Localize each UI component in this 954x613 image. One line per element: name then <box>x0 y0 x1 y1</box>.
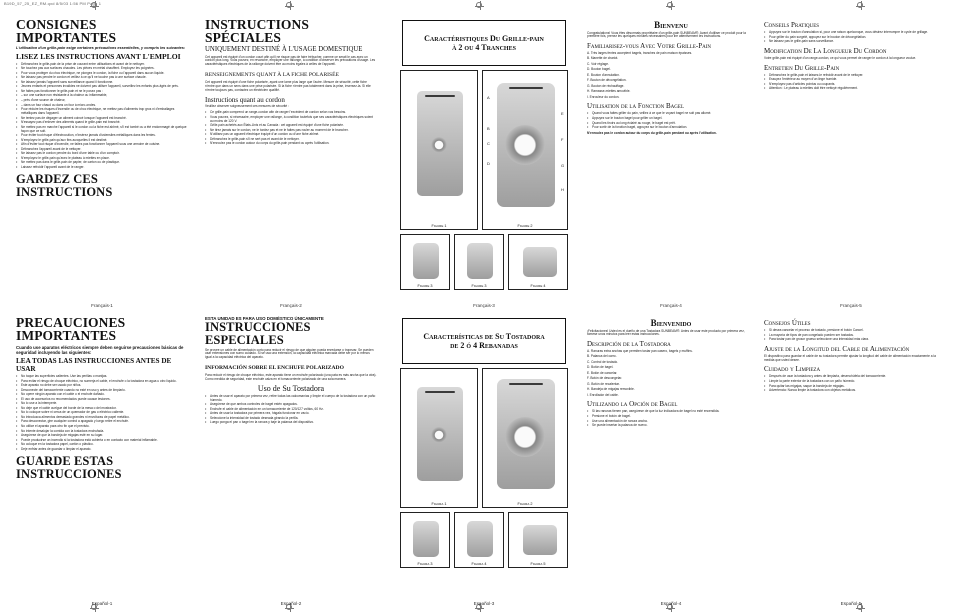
list-item: • Para evitar el riesgo de choque eléctrico, no sumerja el cable, el enchufe o la tostadora en agua u otro líquido. <box>16 380 188 384</box>
list-item: D. Botón de bagel. <box>587 365 614 370</box>
panel-special <box>205 8 377 608</box>
title-line: à 2 ou 4 Tranches <box>452 43 516 52</box>
figure-2: A B C D E F G H Figure 2 <box>482 70 568 230</box>
list-item: B. Palanca del carro. <box>587 354 617 359</box>
section-heading: Descripción de la Tostadora <box>587 340 671 349</box>
spanish-features-section <box>398 316 570 606</box>
list-item: • Ne faites pas fonctionner le grille-pain et ne le posez pas : <box>16 90 188 94</box>
list-item: • Appuyez sur le bouton bagel pour griller un bagel. <box>587 117 755 121</box>
section-heading: Utilisation de la Fonction Bagel <box>587 102 684 111</box>
figure-5 <box>508 512 568 568</box>
list-item: • Se puede insertar la palanca de nuevo. <box>587 424 755 428</box>
list-item: • No toque las superficies calientes. Use las perillas o manijas. <box>16 375 188 379</box>
save-heading: GUARDE ESTAS INSTRUCCIONES <box>16 453 122 481</box>
list-item: • – sur une surface non résistante à la chaleur ou inflammable, <box>16 94 188 98</box>
list-item: • No coloque en la tostadora papel, cartón o plástico. <box>16 443 188 447</box>
bullet-list <box>764 375 938 393</box>
save-heading: GARDEZ CES INSTRUCTIONS <box>16 171 113 199</box>
list-item: G. Bouton de réchauffage. <box>587 83 625 88</box>
figure-3 <box>400 234 450 290</box>
list-item: • Débranchez le grille-pain et laissez-le refroidir avant de le nettoyer. <box>764 74 938 78</box>
list-item: • Ne mettez pas dans le grille-pain de papier, de carton ou de plastique. <box>16 161 188 165</box>
section-heading: Ajuste de la Longitud del Cable de Alimentación <box>764 345 910 354</box>
list-item: • Essuyez l'extérieur au moyen d'un linge humide. <box>764 78 938 82</box>
feature-list <box>587 52 755 100</box>
section-heading: Instructions quant au cordon <box>205 95 285 104</box>
list-item: E. Bouton d'annulation. <box>587 72 620 77</box>
print-slug: B19D_57_25_EZ_RM.qxd 8/5/03 1:56 PM Page 1 <box>4 1 102 6</box>
list-item: H. Ramasse-miettes amovible. <box>587 89 631 94</box>
title-line: de 2 ó 4 Rebanadas <box>450 341 518 350</box>
list-item: • Para desconectar, gire cualquier control a apagado y luego retire el enchufe. <box>16 420 188 424</box>
list-item: • Laissez refroidir l'appareil avant de le ranger. <box>16 166 188 170</box>
page-title: PRECAUCIONES IMPORTANTES <box>16 316 126 343</box>
figure-caption: Figura 2 <box>517 502 533 506</box>
list-item: • – près d'une source de chaleur, <box>16 99 188 103</box>
figure-1 <box>400 70 478 230</box>
section-heading: Familiarisez-vous Avec Votre Grille-Pain <box>587 42 712 51</box>
list-item: • Attention : Le plateau à miettes doit être nettoyé régulièrement. <box>764 87 938 91</box>
french-features-section <box>398 18 570 308</box>
figure-caption: Figure 1 <box>431 224 447 228</box>
paragraph: Congratulations! Vous êtes désormais propriétaire d'un grille-pain SUNBEAM®. Avant d'utiliser ce produit pour la première fois, prenez les quelques minutes nécessaires pour lire attentivement les instructions. <box>587 30 746 39</box>
list-item: I. Enrollador del cable. <box>587 392 619 397</box>
list-item: F. Botón de descongelar. <box>587 376 623 381</box>
list-item: • Seleccione la intensidad de tostado deseada girando la perilla. <box>205 417 377 421</box>
bullet-list <box>205 395 377 426</box>
bullet-list <box>16 375 188 452</box>
list-item: • Deje enfriar antes de guardar o limpiar el aparato. <box>16 448 188 452</box>
panel-welcome <box>587 8 755 608</box>
list-item: • Ne touchez pas aux surfaces chaudes. Les pièces en métal chauffent. Employez les poignées. <box>16 67 188 71</box>
title-box <box>402 20 566 66</box>
list-item: • Ne tentez pas de dégager un aliment coincé lorsque l'appareil est branché. <box>16 117 188 121</box>
list-item: • Presione el botón de bagel. <box>587 415 755 419</box>
bullet-list <box>205 111 377 146</box>
list-item: • Débranchez l'appareil avant de le nettoyer. <box>16 148 188 152</box>
figure-caption: Figura 3 <box>417 562 433 566</box>
section-heading: LISEZ LES INSTRUCTIONS AVANT L'EMPLOI <box>16 51 181 61</box>
list-item: I. Enrouleur du cordon. <box>587 94 620 99</box>
list-item: • Si desea cancelar el proceso de tostado, presione el botón Cancel. <box>764 329 938 333</box>
list-item: G. Botón de recalentar. <box>587 381 620 386</box>
section-heading: UNIQUEMENT DESTINÉ À L'USAGE DOMESTIQUE <box>205 46 363 53</box>
figure-4 <box>508 234 568 290</box>
figure-caption: Figure 4 <box>530 284 546 288</box>
figure-2 <box>482 368 568 508</box>
paragraph: Veuillez observer soigneusement ces mesures de sécurité : <box>205 104 289 109</box>
list-item: • Vous pouvez, si nécessaire, employer une rallonge, à condition toutefois que ses caractéristiques électriques soient au moins de 120 V. <box>205 116 377 124</box>
figure-caption: Figura 4 <box>471 562 487 566</box>
list-item: • Ce grille-pain comprend un range-cordon afin de ranger l'excédent de cordon selon vos besoins. <box>205 111 377 115</box>
paragraph: El dispositivo para guardar el cable de su tostadora permite ajustar la longitud del cable de alimentación exactamente a la medida que usted desee. <box>764 353 936 362</box>
title-line: Caractéristiques Du Grille-pain <box>424 34 544 43</box>
list-item: A. Très larges fentes acceptent bagels, tranches de pain maison épaisses. <box>587 50 693 55</box>
bullet-list <box>587 410 755 428</box>
page-footer: Español-5 <box>840 601 862 606</box>
page-footer: Français-5 <box>840 303 862 308</box>
list-item: H. Bandeja de migajas removible. <box>587 387 635 392</box>
list-item: • Ne laissez jamais l'appareil sans surveillance quand il fonctionne. <box>16 81 188 85</box>
list-item: • Quand les tiroirs au long éclairé au rouge, le bagel est prêt. <box>587 122 755 126</box>
french-safety-section <box>16 18 188 308</box>
spanish-tips-section <box>764 316 938 606</box>
figure-caption: Figure 2 <box>517 224 533 228</box>
list-item: C. Control de tostado. <box>587 359 619 364</box>
section-heading: INFORMACIÓN SOBRE EL ENCHUFE POLARIZADO <box>205 365 344 372</box>
list-item: C. Voir réglage. <box>587 61 609 66</box>
page-footer: Español-3 <box>473 601 495 606</box>
paragraph: Se provee un cable de alimentación corto para reducir el riesgo de que alguien pueda enredarse o tropezar. Se pueden usar extensiones con sumo cuidado. Si se usa una extensión, la capacidad eléctrica marcada debe ser por lo menos igual a la capacidad eléctrica del aparato. <box>205 347 374 360</box>
list-item: • Pour vous protéger du choc électrique, ne plongez le cordon, la fiche ou l'appareil dans aucun liquide. <box>16 72 188 76</box>
list-item: • Antes de usar el aparato por primera vez, retire todas las calcomanías y limpie el cuerpo de la tostadora con un paño húmedo. <box>205 395 377 403</box>
french-welcome-section <box>587 18 755 308</box>
list-item: • Pour griller du pain surgelé, appuyez sur le bouton de décongélation. <box>764 36 938 40</box>
list-item: A. Ranuras extra anchas que permiten tostar pan casero, bagels y muffins. <box>587 348 693 353</box>
list-item: D. Bouton bagel. <box>587 67 611 72</box>
spanish-safety-section <box>16 316 188 606</box>
bullet-list <box>764 74 938 92</box>
list-item: • Pour sortir de la fonction bagel, appuyez sur le bouton d'annulation. <box>587 126 755 130</box>
list-item: • No intente desalojar la comida con la tostadora enchufada. <box>16 430 188 434</box>
list-item: • No lo use a la intemperie. <box>16 402 188 406</box>
bullet-list <box>764 329 938 342</box>
feature-list <box>587 350 755 398</box>
list-item: • Quand vous faites griller du pain, veillez à ce que le voyant bagel ne soit pas allumé. <box>587 112 755 116</box>
list-item: • Para tostar pan de grosor grueso seleccione una intensidad más clara. <box>764 338 938 342</box>
bullet-list <box>587 112 755 130</box>
figure-3 <box>400 512 450 568</box>
page-title: INSTRUCCIONES ESPECIALES <box>205 320 311 347</box>
figure-3b <box>454 234 504 290</box>
paragraph: Cet appareil est équipé d'un cordon court afin qu'il ne risque pas de faire trébucher, comme ce serait le cas avec un cordon plus long. Vous pouvez, en revanche, employer une rallonge, à condition d'observer les précautions d'usage. Les caractéristiques électriques de la rallonge doivent être au moins égales à celles de l'appareil. <box>205 54 376 67</box>
list-item: • Puede producirse un incendio si la tostadora está cubierta o en contacto con material inflamable. <box>16 439 188 443</box>
page-footer: Español-1 <box>91 601 113 606</box>
list-item: • Para quitar las migajas, saque la bandeja de migajas. <box>764 385 938 389</box>
domestic-note: ESTA UNIDAD ES PARA USO DOMÉSTICO ÚNICAMENTE <box>205 316 324 321</box>
list-item: • La mayoría de tipos de pan congelado pueden ser tostados. <box>764 334 938 338</box>
page-footer: Français-2 <box>280 303 302 308</box>
spanish-special-section <box>205 316 377 606</box>
page-footer: Français-4 <box>660 303 682 308</box>
list-item: • Débranchez le grille-pain de la prise de courant entre utilisations et avant de le nettoyer. <box>16 63 188 67</box>
list-item: • N'employez pas d'articles pointus ou coupants. <box>764 83 938 87</box>
list-item: • Ne laissez pas le cordon pendre du bord d'une table ou d'un comptoir. <box>16 152 188 156</box>
list-item: • Ne tirez jamais sur le cordon, ne le tordez pas et ne le faites pas rouler au moment de le brancher. <box>205 129 377 133</box>
list-item: • Antes de usar la tostadora por primera vez, hágala funcionar en vacío. <box>205 412 377 416</box>
list-item: • Advertencia: Nunca limpie la tostadora con objetos metálicos. <box>764 389 938 393</box>
french-tips-section <box>764 18 938 308</box>
list-item: • Luego ponga el pan o bagel en la ranura y baje la palanca del dispositivo. <box>205 421 377 425</box>
paragraph: Cet appareil est équipé d'une fiche polarisée, ayant une lame plus large que l'autre. Mesure de sécurité, cette fiche n'entre que dans un sens dans une prise polarisée. Si la fiche n'entre pas totalement dans la prise, inversez-la. Si elle n'entre toujours pas, contactez un électricien qualifié. <box>205 79 371 92</box>
list-item: • El uso de accesorios no recomendados puede causar lesiones. <box>16 398 188 402</box>
list-item: E. Botón de cancelar. <box>587 370 618 375</box>
list-item: • N'essayez pas d'enlever des aliments quand le grille-pain est branché. <box>16 121 188 125</box>
figure-1 <box>400 368 478 508</box>
spanish-welcome-section <box>587 316 755 606</box>
figure-caption: Figura 5 <box>530 562 546 566</box>
list-item: • N'employez le grille-pain qu'avec le plateau à miettes en place. <box>16 157 188 161</box>
figure-caption: Figure 3 <box>417 284 433 288</box>
section-heading: Consejos Útiles <box>764 319 811 327</box>
french-special-section <box>205 18 377 308</box>
list-item: • Asegúrese de que ambos controles de bagel estén apagados. <box>205 403 377 407</box>
page-footer: Español-2 <box>280 601 302 606</box>
list-item: • Este aparato no debe ser usado por niños. <box>16 384 188 388</box>
panel-tips <box>764 8 938 608</box>
section-heading: Modification De La Longueur Du Cordon <box>764 47 887 56</box>
list-item: F. Bouton de décongélation. <box>587 78 627 83</box>
list-item: • No lo coloque sobre ni cerca de un quemador de gas o eléctrico caliente. <box>16 411 188 415</box>
section-heading: Cuidado y Limpieza <box>764 365 821 374</box>
list-item: • Enchufe el cable de alimentación en un tomacorriente de 120/127 voltios, 60 Hz. <box>205 408 377 412</box>
list-item: • Appuyez sur le bouton d'annulation si, pour une raison quelconque, vous désirez interrompre le cycle de grillage. <box>764 31 938 35</box>
list-item: • N'employez le grille-pain qu'aux fins auxquelles il est destiné. <box>16 139 188 143</box>
intro-text: Cuando use aparatos eléctricos siempre deben seguirse precauciones básicas de seguridad incluyendo las siguientes: <box>16 345 184 355</box>
list-item: • Pour réduire les risques d'incendie ou de choc électrique, ne mettez pas d'aliments trop gros ni d'emballages métalliques dans l'appareil. <box>16 108 188 116</box>
list-item: • Limpie la parte exterior de la tostadora con un paño húmedo. <box>764 380 938 384</box>
list-item: • Ne laissez pas le grille-pain sans surveillance. <box>764 40 938 44</box>
section-heading: RENSEIGNEMENTS QUANT À LA FICHE POLARISÉE <box>205 72 339 79</box>
list-item: B. Manette de chariot. <box>587 56 619 61</box>
page-title: CONSIGNES IMPORTANTES <box>16 18 117 45</box>
section-heading: Utilizando la Opción de Bagel <box>587 400 678 409</box>
list-item: • No utilice el aparato para otro fin que el previsto. <box>16 425 188 429</box>
figure-caption: Figure 3 <box>471 284 487 288</box>
list-item: • No deje que el cable cuelgue del borde de la mesa o del mostrador. <box>16 407 188 411</box>
panel-features <box>398 8 570 608</box>
list-item: • Después de usar la tostadora y antes de limpiarla, desenchúfela del tomacorriente. <box>764 375 938 379</box>
figure-4 <box>454 512 504 568</box>
title-line: Características de Su Tostadora <box>423 332 545 341</box>
section-heading: Entretien Du Grille-Pain <box>764 63 840 72</box>
list-item: • Use una alimentación de ranura ancha. <box>587 420 755 424</box>
page-title: INSTRUCTIONS SPÉCIALES <box>205 18 309 45</box>
list-item: • Pour éviter tout risque d'électrocution, n'insérez jamais d'ustensiles métalliques dans les fentes. <box>16 134 188 138</box>
list-item: • Si las ranuras tienen pan, asegúrese de que la luz indicadora de bagel no esté encendida. <box>587 410 755 414</box>
section-heading: Conseils Pratiques <box>764 21 820 29</box>
section-heading: Uso de Su Tostadora <box>257 383 325 393</box>
list-item: • No introduzca alimentos demasiado grandes ni envolturas de papel metálico. <box>16 416 188 420</box>
paragraph: Para reducir el riesgo de choque eléctrico, este aparato tiene un enchufe polarizado (una pata es más ancha que la otra). Como medida de seguridad, este enchufe calza en el tomacorriente polarizado de una sola manera. <box>205 372 377 381</box>
panel-safety <box>16 8 188 608</box>
list-item: • No opere ningún aparato con el cable o el enchufe dañado. <box>16 393 188 397</box>
section-title: Bienvenu <box>654 20 688 30</box>
intro-text: L'utilisation d'un grille-pain exige certaines précautions essentielles, y compris les suivantes: <box>16 46 186 50</box>
list-item: • N'enroulez pas le cordon autour du corps du grille-pain pendant ou après l'utilisation. <box>205 142 377 146</box>
paragraph: Votre grille-pain est équipé d'un range-cordon, ce qui vous permet de ranger le cordon à la longueur voulue. <box>764 55 917 60</box>
list-item: • Asegúrese de que la bandeja de migajas esté en su lugar. <box>16 434 188 438</box>
page-footer: Français-3 <box>473 303 495 308</box>
list-item: • Ne laissez pas pendre le cordon et veillez à ce qu'il ne touche pas à une surface chaude. <box>16 76 188 80</box>
list-item: • Jeunes enfants et personnes invalides ne doivent pas utiliser l'appareil, surveillez les enfants plus âgés de près. <box>16 85 188 89</box>
list-item: • Grille-pain achetés aux États-Unis et au Canada : cet appareil est équipé d'une fiche polarisée. <box>205 124 377 128</box>
bullet-list <box>764 31 938 44</box>
list-item: • Desconecte del tomacorriente cuando no esté en uso y antes de limpiarlo. <box>16 389 188 393</box>
section-title: Bienvenido <box>650 318 692 328</box>
list-item: • Afin d'éviter tout risque d'incendie, ne faites pas fonctionner l'appareil sous une armoire de cuisine. <box>16 143 188 147</box>
page-footer: Français-1 <box>91 303 113 308</box>
page-footer: Español-4 <box>660 601 682 606</box>
note: N'enroulez pas le cordon autour du corps du grille-pain pendant ou après l'utilisation. <box>587 130 717 135</box>
bullet-list <box>16 63 188 170</box>
figure-caption: Figura 1 <box>431 502 447 506</box>
list-item: • Débranchez le grille-pain s'il ne sert pas et avant de le nettoyer. <box>205 138 377 142</box>
title-box <box>402 318 566 364</box>
list-item: • N'utilisez pas un appareil électrique équipé d'un cordon ou d'une fiche abîmé. <box>205 133 377 137</box>
paragraph: ¡Felicitaciones! Usted es el dueño de una Tostadora SUNBEAM®. Antes de usar este producto por primera vez, tómese unos minutos para leer estas instrucciones. <box>587 328 745 337</box>
section-heading: LEA TODAS LAS INSTRUCCIONES ANTES DE USAR <box>16 357 172 373</box>
list-item: • – dans un four chaud ou dans un four à micro-ondes. <box>16 104 188 108</box>
list-item: • Ne mettez pas en marche l'appareil si le cordon ou la fiche est abîmé, s'il est tombé ou a été endommagé de quelque façon que ce soit. <box>16 126 188 134</box>
